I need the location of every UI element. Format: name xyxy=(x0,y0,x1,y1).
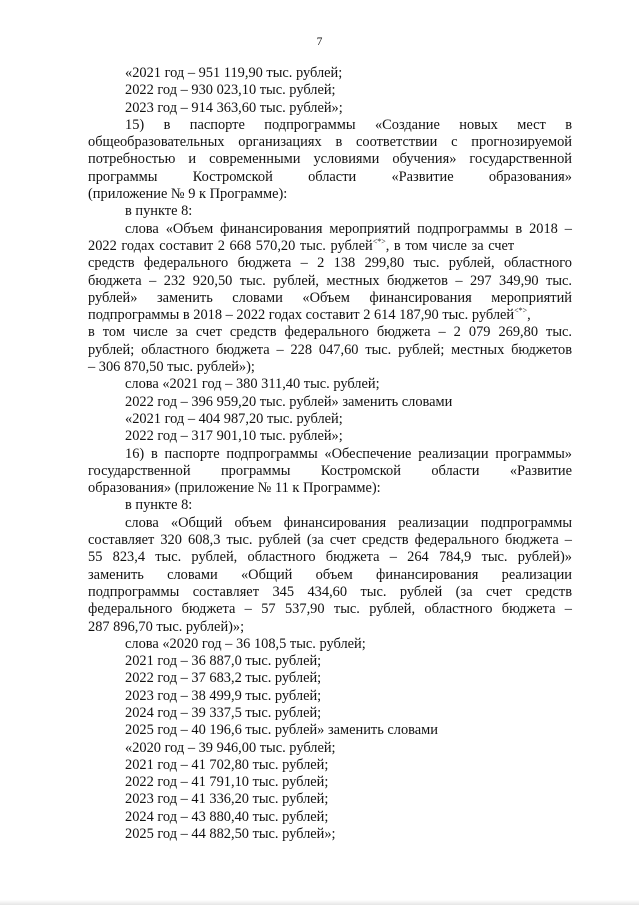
text-line: «2021 год – 951 119,90 тыс. рублей; xyxy=(125,65,343,81)
text-line: 55 823,4 тыс. рублей, областного бюджета – 264 784,9 тыс. рублей)» xyxy=(88,549,572,566)
text-line: 2025 год – 40 196,6 тыс. рублей» заменить словами xyxy=(125,722,438,739)
text-line: программы Костромской области «Развитие образования» xyxy=(88,168,572,185)
text-line: 15) в паспорте подпрограммы «Создание новых мест в xyxy=(125,116,572,133)
footnote-mark: <*> xyxy=(514,306,528,316)
text-line: бюджета – 232 920,50 тыс. рублей, местных бюджетов – 297 349,90 тыс. xyxy=(88,272,572,289)
text-fragment: подпрограммы в 2018 – 2022 годах составит 2 614 187,90 тыс. рублей xyxy=(88,307,515,324)
text-line: 2024 год – 39 337,5 тыс. рублей; xyxy=(125,704,322,721)
text-line: 2021 год – 36 887,0 тыс. рублей; xyxy=(125,653,322,670)
document-body xyxy=(88,65,572,843)
text-line: средств федерального бюджета – 2 138 299,80 тыс. рублей, областного xyxy=(88,255,572,272)
text-fragment: , xyxy=(527,307,531,324)
text-fragment: 2022 годах составит 2 668 570,20 тыс. рублей xyxy=(88,237,373,254)
text-line: составляет 320 608,3 тыс. рублей (за счет средств федерального бюджета – xyxy=(88,532,572,549)
text-line xyxy=(88,238,572,255)
text-line: заменить словами «Общий объем финансирования реализации xyxy=(88,566,572,583)
text-line: «2020 год – 39 946,00 тыс. рублей; xyxy=(125,739,336,756)
text-line: рублей» заменить словами «Объем финансирования мероприятий xyxy=(88,289,572,306)
text-line: в пункте 8: xyxy=(125,203,193,220)
text-line: слова «Объем финансирования мероприятий подпрограммы в 2018 – xyxy=(125,220,572,237)
text-line: 287 896,70 тыс. рублей)»; xyxy=(88,618,245,635)
text-line: рублей; областного бюджета – 228 047,60 тыс. рублей; местных бюджетов xyxy=(88,341,572,358)
text-line: слова «2020 год – 36 108,5 тыс. рублей; xyxy=(125,635,366,652)
text-line: 2022 год – 41 791,10 тыс. рублей; xyxy=(125,774,329,791)
text-line: потребностью и современными условиями обучения» государственной xyxy=(88,151,572,168)
text-line: (приложение № 9 к Программе): xyxy=(88,186,288,203)
text-line: 16) в паспорте подпрограммы «Обеспечение реализации программы» xyxy=(125,445,572,462)
text-line: 2024 год – 43 880,40 тыс. рублей; xyxy=(125,808,329,825)
page-bottom-edge xyxy=(0,900,639,905)
text-line: 2023 год – 38 499,9 тыс. рублей; xyxy=(125,687,322,704)
text-line: подпрограммы составляет 345 434,60 тыс. рублей (за счет средств xyxy=(88,583,572,600)
text-line: 2025 год – 44 882,50 тыс. рублей»; xyxy=(125,826,336,843)
text-line: федерального бюджета – 57 537,90 тыс. рублей, областного бюджета – xyxy=(88,601,572,618)
text-line: 2022 год – 396 959,20 тыс. рублей» заменить словами xyxy=(125,393,453,410)
text-line: 2021 год – 41 702,80 тыс. рублей; xyxy=(125,756,329,773)
text-line: в пункте 8: xyxy=(125,497,193,514)
footnote-mark: <*> xyxy=(372,236,386,246)
text-line: образования» (приложение № 11 к Программе): xyxy=(88,480,381,497)
text-line: общеобразовательных организациях в соответствии с прогнозируемой xyxy=(88,134,572,151)
text-line xyxy=(88,307,572,324)
text-fragment: , в том числе за счет xyxy=(385,237,515,254)
text-line: слова «2021 год – 380 311,40 тыс. рублей; xyxy=(125,376,380,393)
text-line: государственной программы Костромской области «Развитие xyxy=(88,462,572,479)
text-line: 2022 год – 317 901,10 тыс. рублей»; xyxy=(125,428,343,445)
text-line: – 306 870,50 тыс. рублей»); xyxy=(88,359,255,376)
text-line: 2023 год – 41 336,20 тыс. рублей; xyxy=(125,791,329,808)
page-number: 7 xyxy=(316,36,323,48)
text-line: слова «Общий объем финансирования реализации подпрограммы xyxy=(125,514,572,531)
text-line: 2022 год – 930 023,10 тыс. рублей; xyxy=(125,82,336,99)
text-line: 2022 год – 37 683,2 тыс. рублей; xyxy=(125,670,322,687)
text-line: «2021 год – 404 987,20 тыс. рублей; xyxy=(125,410,343,427)
text-line: 2023 год – 914 363,60 тыс. рублей»; xyxy=(125,99,343,116)
text-line: в том числе за счет средств федерального бюджета – 2 079 269,80 тыс. xyxy=(88,324,572,341)
